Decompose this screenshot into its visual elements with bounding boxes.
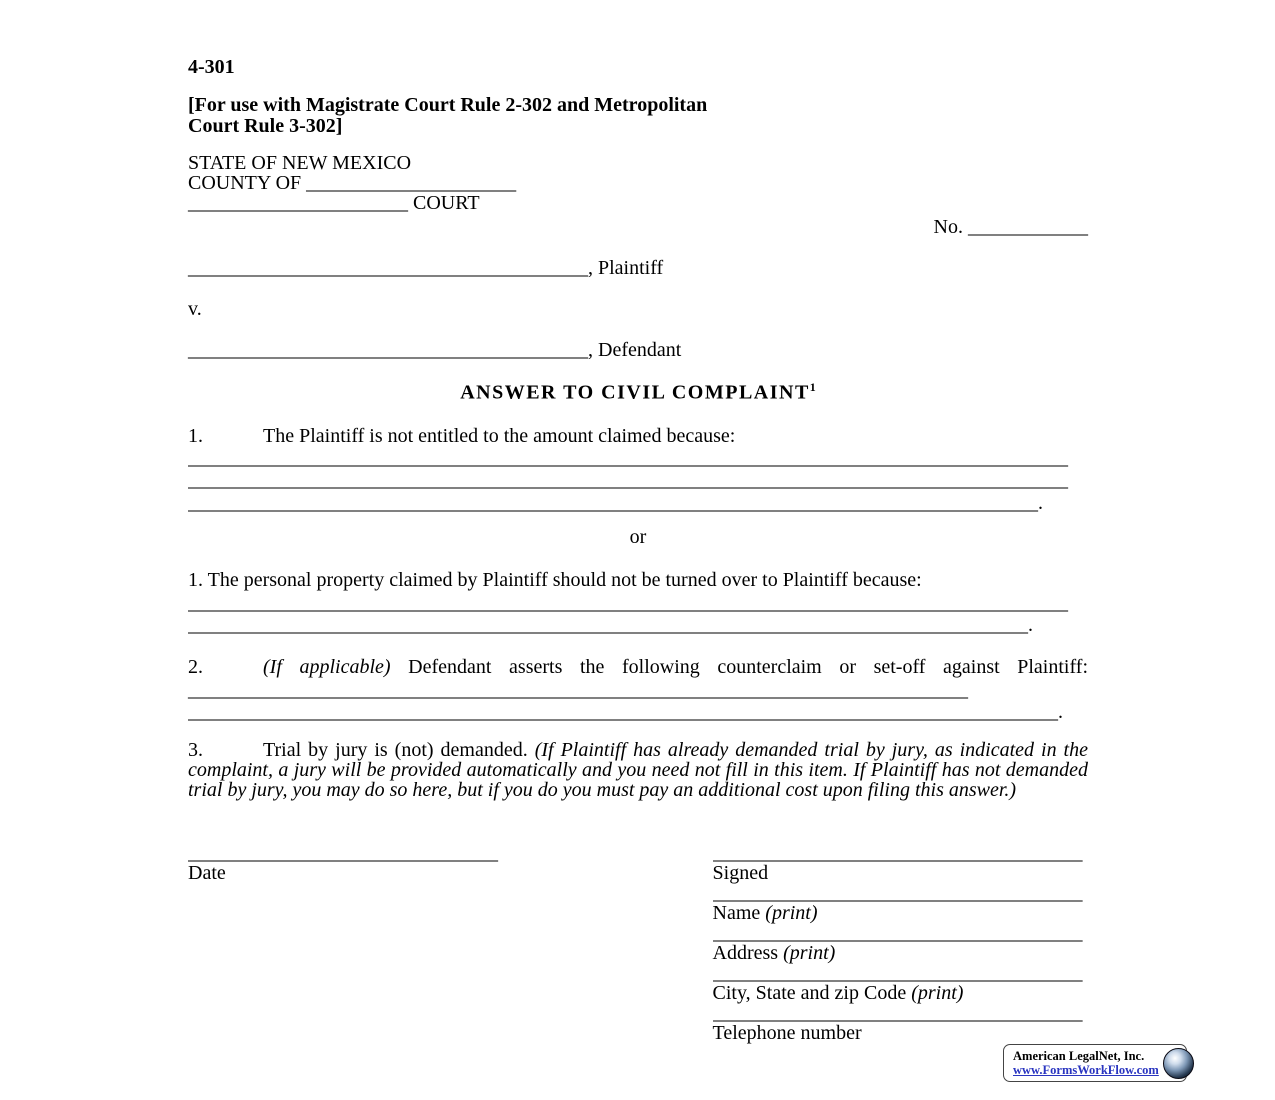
case-number-blank-field: ____________ (968, 216, 1088, 238)
signed-label (713, 863, 1088, 883)
document-title (188, 380, 1088, 405)
telephone-label-text: Telephone number (712, 1021, 862, 1044)
address-label (713, 943, 1088, 963)
paragraph-1-alt-heading: 1. The personal property claimed by Plaintiff should not be turned over to Plaintiff because: (188, 569, 922, 592)
defendant-line (188, 339, 1088, 362)
fill-in-line: ________________________________________________________________________________________ (188, 591, 1068, 614)
court-blank-field: ______________________ (188, 192, 408, 214)
document-title-text: ANSWER TO CIVIL COMPLAINT (460, 381, 810, 404)
name-label (713, 903, 1088, 923)
city-state-zip-blank-field: _____________________________________ (712, 962, 1083, 983)
american-legalnet-logo (1003, 1044, 1187, 1082)
paragraph-2 (188, 656, 1088, 723)
paragraph-2-italic-lead: (If applicable) (263, 656, 409, 679)
form-number: 4-301 (188, 56, 235, 78)
defendant-blank-field: ________________________________________ (188, 339, 588, 361)
title-footnote-marker: 1 (809, 380, 816, 394)
plaintiff-line (188, 257, 1088, 280)
fill-in-blank-inline: ______________________________________________________________________________ (188, 678, 968, 701)
formsworkflow-link[interactable]: www.FormsWorkFlow.com (1013, 1063, 1159, 1077)
city-state-zip-label (713, 983, 1088, 1003)
name-blank-field: _____________________________________ (712, 882, 1083, 903)
paragraph-2-number: 2. (188, 656, 203, 679)
usage-note: [For use with Magistrate Court Rule 2-302 and Metropolitan Court Rule 3-302] (188, 94, 708, 137)
county-line (188, 173, 1088, 193)
county-blank-field: _____________________ (306, 172, 517, 194)
plaintiff-label: , Plaintiff (588, 257, 664, 279)
or-separator: or (629, 526, 647, 549)
court-label: COURT (408, 192, 480, 214)
city-state-zip-label-text: City, State and zip Code (712, 981, 912, 1004)
defendant-label: , Defendant (588, 339, 682, 361)
date-column (188, 843, 518, 883)
court-caption-block (188, 153, 1088, 213)
signed-blank-field: _____________________________________ (712, 842, 1083, 863)
city-state-zip-print-hint: (print) (911, 981, 964, 1004)
signature-row (713, 843, 1088, 883)
date-label: Date (188, 861, 226, 884)
signature-row (713, 923, 1088, 963)
paragraph-2-body (188, 656, 1088, 701)
fill-in-line: ________________________________________________________________________________________ (188, 447, 1068, 470)
state-line: STATE OF NEW MEXICO (188, 152, 412, 174)
paragraph-1-number: 1. (188, 424, 203, 447)
paragraph-3-number: 3. (188, 738, 203, 761)
signature-section (188, 843, 1088, 1043)
address-blank-field: _____________________________________ (712, 922, 1083, 943)
paragraph-2-text: Defendant asserts the following counterclaim or set-off against Plaintiff: (408, 656, 1088, 679)
fill-in-line: ____________________________________________________________________________________. (188, 614, 1033, 636)
paragraph-3-text: Trial by jury is (not) demanded. (263, 738, 535, 761)
case-number-line (188, 216, 1088, 239)
signature-row (713, 963, 1088, 1003)
signer-column (713, 843, 1088, 1043)
brand-company-name: American LegalNet, Inc. (1013, 1048, 1145, 1063)
signed-label-text: Signed (712, 861, 769, 884)
address-label-text: Address (712, 941, 784, 964)
county-label: COUNTY OF (188, 172, 307, 194)
telephone-blank-field: _____________________________________ (712, 1002, 1083, 1023)
paragraph-1 (188, 425, 1088, 515)
paragraph-1-alternate (188, 569, 1088, 636)
date-blank-field: _______________________________ (188, 842, 498, 863)
paragraph-1-heading (188, 425, 1088, 447)
fill-in-line: ________________________________________________________________________________________ (188, 469, 1068, 492)
plaintiff-blank-field: ________________________________________ (188, 257, 588, 279)
versus-label: v. (188, 298, 202, 320)
paragraph-1-text: The Plaintiff is not entitled to the amount claimed because: (263, 424, 736, 447)
court-line (188, 193, 1088, 213)
signature-row (713, 1003, 1088, 1043)
name-label-text: Name (712, 901, 766, 924)
paragraph-3 (188, 740, 1088, 801)
name-print-hint: (print) (765, 901, 818, 924)
globe-icon (1163, 1048, 1194, 1079)
case-number-label: No. (933, 216, 968, 238)
telephone-label (713, 1023, 1088, 1043)
paragraph-3-italic-note: (If Plaintiff has already demanded trial by jury, as indicated in the complaint, a jury will be provided automatically and you need not fill in this item. If Plaintiff has not demanded trial by jury, you may do so here, but if you do you must pay an additional cost upon filing this answer.) (188, 738, 1088, 802)
fill-in-line: _______________________________________________________________________________________. (188, 701, 1063, 724)
signature-row (713, 883, 1088, 923)
brand-text-block (1013, 1049, 1159, 1078)
fill-in-line: _____________________________________________________________________________________. (188, 491, 1043, 514)
address-print-hint: (print) (783, 941, 836, 964)
